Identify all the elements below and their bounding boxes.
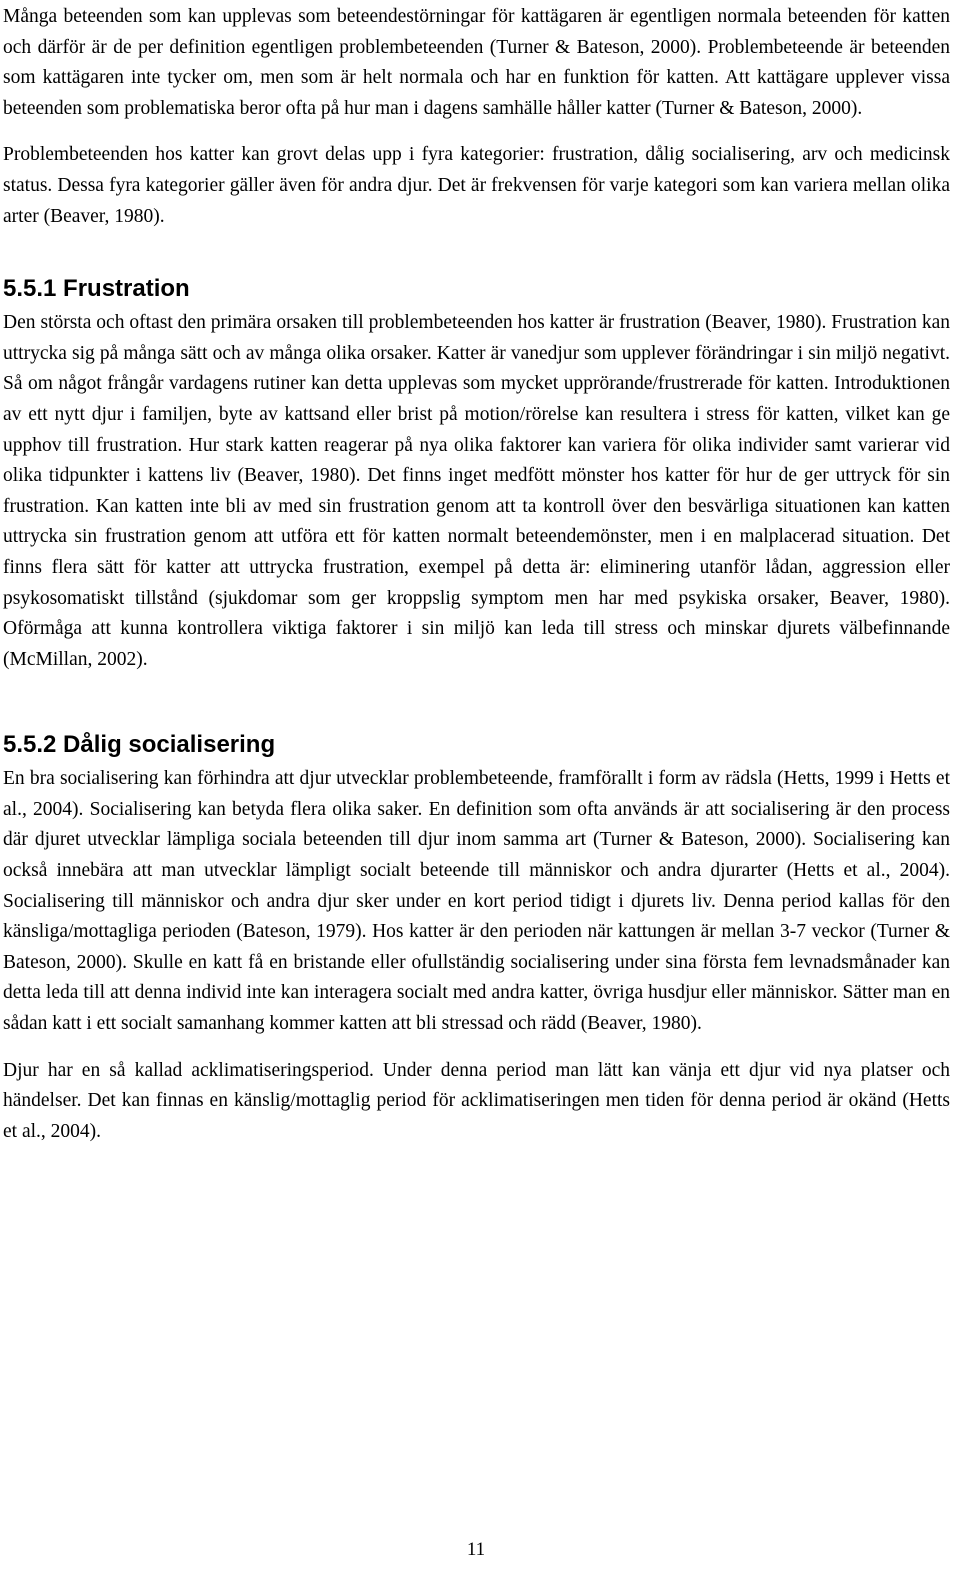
intro-paragraph-1: Många beteenden som kan upplevas som beteendestörningar för kattägaren är egentligen normala beteenden för katten och därför är de per definition egentligen problembeteenden (Turner & Bateson, 2000). Problembeteende är beteenden som kattägaren inte tycker om, men som är helt normala och har en funktion för katten. Att kattägare upplever vissa beteenden som problematiska beror ofta på hur man i dagens samhälle håller katter (Turner & Bateson, 2000). bbox=[3, 6, 950, 119]
section-heading-socialisering: 5.5.2 Dålig socialisering bbox=[3, 731, 276, 759]
intro-paragraph-2: Problembeteenden hos katter kan grovt delas upp i fyra kategorier: frustration, dålig socialisering, arv och medicinsk status. Dessa fyra kategorier gäller även för andra djur. Det är frekvensen för varje kategori som kan variera mellan olika arter (Beaver, 1980). bbox=[3, 144, 950, 227]
frustration-paragraph: Den största och oftast den primära orsaken till problembeteenden hos katter är frustration (Beaver, 1980). Frustration kan uttrycka sig på många sätt och av många olika orsaker. Katter är vanedjur som upplever förändringar i sin miljö negativt. Så om något frångår vardagens rutiner kan detta upplevas som mycket upprörande/frustrerade för katten. Introduktionen av ett nytt djur i familjen, byte av kattsand eller brist på motion/rörelse kan resultera i stress för katten, vilket kan ge upphov till frustration. Hur stark katten reagerar på nya olika faktorer kan variera för olika individer samt varierar vid olika tidpunkter i kattens liv (Beaver, 1980). Det finns inget medfött mönster hos katter för hur de ger uttryck för sin frustration. Kan katten inte bli av med sin frustration genom att ta kontroll över den besvärliga situationen kan katten uttrycka sin frustration genom att utföra ett för katten normalt beteendemönster, men i en malplacerad situation. Det finns flera sätt för katter att uttrycka frustration, exempel på detta är: eliminering utanför lådan, aggression eller psykosomatiskt tillstånd (sjukdomar som ger kroppslig symptom men har med psykiska orsaker, Beaver, 1980). Oförmåga att kunna kontrollera viktiga faktorer i sin miljö kan leda till stress och minskar djurets välbefinnande (McMillan, 2002). bbox=[3, 312, 950, 670]
page-number: 11 bbox=[466, 1539, 486, 1560]
document-page bbox=[3, 0, 950, 1147]
socialisering-paragraph-2: Djur har en så kallad acklimatiseringsperiod. Under denna period man lätt kan vänja ett djur vid nya platser och händelser. Det kan finnas en känslig/mottaglig period för acklimatiseringen men tiden för denna period är okänd (Hetts et al., 2004). bbox=[3, 1059, 950, 1142]
socialisering-paragraph-1: En bra socialisering kan förhindra att djur utvecklar problembeteende, framförallt i form av rädsla (Hetts, 1999 i Hetts et al., 2004). Socialisering kan betyda flera olika saker. En definition som ofta används är att socialisering är den process där djuret utvecklar lämpliga sociala beteenden till djur inom samma art (Turner & Bateson, 2000). Socialisering kan också innebära att man utvecklar lämpligt socialt beteende till människor och andra djurarter (Hetts et al., 2004). Socialisering till människor och andra djur sker under en kort period tidigt i djurets liv. Denna period kallas för den känsliga/mottagliga perioden (Bateson, 1979). Hos katter är den perioden när kattungen är mellan 3-7 veckor (Turner & Bateson, 2000). Skulle en katt få en bristande eller ofullständig socialisering under sina första fem levnadsmånader kan detta leda till att denna individ inte kan interagera socialt med andra katter, övriga husdjur eller människor. Sätter man en sådan katt i ett socialt samanhang kommer katten att bli stressad och rädd (Beaver, 1980). bbox=[3, 768, 950, 1035]
section-heading-frustration: 5.5.1 Frustration bbox=[3, 275, 190, 303]
